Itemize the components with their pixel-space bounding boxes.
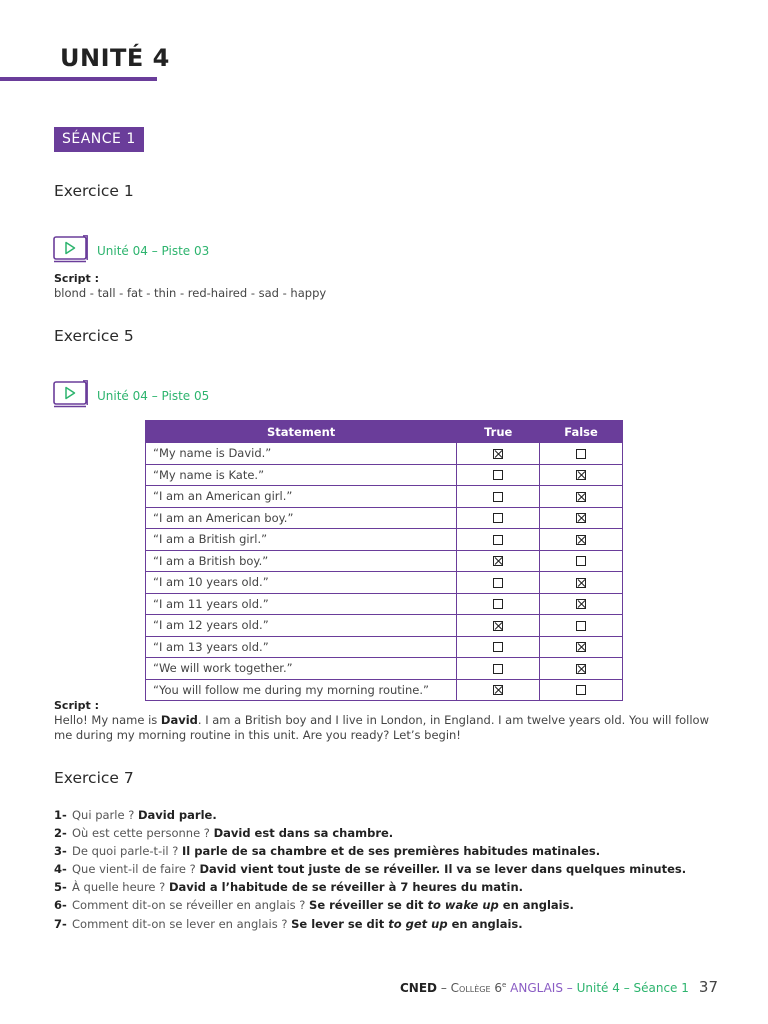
script-text: Hello! My name is David. I am a British boy and I live in London, in England. I am twelve years old. You will follow me during my morning routine in this unit. Are you ready? Let’s begin!: [54, 713, 709, 742]
table-row: [146, 615, 623, 637]
question-text: Qui parle ?: [72, 808, 138, 822]
false-cell: [540, 486, 623, 508]
empty-box-icon[interactable]: [493, 578, 503, 588]
list-item: [54, 896, 686, 914]
item-number: 6-: [54, 898, 67, 913]
empty-box-icon[interactable]: [576, 449, 586, 459]
table-row: [146, 550, 623, 572]
true-cell: [457, 507, 540, 529]
false-cell: [540, 679, 623, 701]
statement-cell: “I am a British boy.”: [146, 550, 457, 572]
false-cell: [540, 593, 623, 615]
answer-text: Se lever se dit to get up en anglais.: [291, 916, 523, 931]
true-cell: [457, 486, 540, 508]
checked-box-icon[interactable]: [576, 513, 586, 523]
audio-track-label: Unité 04 – Piste 05: [97, 389, 210, 403]
empty-box-icon[interactable]: [493, 599, 503, 609]
column-header-statement: Statement: [146, 421, 457, 443]
exercise-7-title: Exercice 7: [54, 769, 134, 787]
true-cell: [457, 443, 540, 465]
script-label: Script :: [54, 699, 99, 712]
unit-title-underline: [0, 77, 157, 81]
item-number: 2-: [54, 826, 67, 841]
script-label: Script :: [54, 272, 99, 285]
true-cell: [457, 529, 540, 551]
false-cell: [540, 464, 623, 486]
statement-cell: “I am 10 years old.”: [146, 572, 457, 594]
statement-cell: “I am 12 years old.”: [146, 615, 457, 637]
table-header-row: [146, 421, 623, 443]
table-row: [146, 679, 623, 701]
play-audio-icon[interactable]: [53, 380, 89, 408]
column-header-true: True: [457, 421, 540, 443]
list-item: [54, 878, 686, 896]
true-cell: [457, 679, 540, 701]
column-header-false: False: [540, 421, 623, 443]
false-cell: [540, 636, 623, 658]
true-cell: [457, 593, 540, 615]
list-item: [54, 860, 686, 878]
statement-cell: “We will work together.”: [146, 658, 457, 680]
true-cell: [457, 658, 540, 680]
list-item: [54, 842, 686, 860]
checked-box-icon[interactable]: [576, 664, 586, 674]
unit-title: UNITÉ 4: [60, 44, 170, 72]
answer-text: Se réveiller se dit to wake up en anglais.: [309, 898, 574, 913]
statement-cell: “I am 11 years old.”: [146, 593, 457, 615]
true-cell: [457, 550, 540, 572]
false-cell: [540, 529, 623, 551]
item-number: 4-: [54, 862, 67, 877]
question-text: Où est cette personne ?: [72, 826, 214, 841]
true-cell: [457, 636, 540, 658]
checked-box-icon[interactable]: [493, 449, 503, 459]
question-text: À quelle heure ?: [72, 880, 169, 895]
false-cell: [540, 572, 623, 594]
footer-seance: – Séance 1: [619, 981, 689, 995]
exercise-5-title: Exercice 5: [54, 327, 134, 345]
answer-text: David vient tout juste de se réveiller. Il va se lever dans quelques minutes.: [199, 862, 687, 877]
page-number: 37: [698, 978, 718, 996]
exercise-1-title: Exercice 1: [54, 182, 134, 200]
checked-box-icon[interactable]: [493, 621, 503, 631]
table-row: [146, 529, 623, 551]
empty-box-icon[interactable]: [493, 513, 503, 523]
empty-box-icon[interactable]: [493, 642, 503, 652]
footer-unit: Unité 4: [576, 981, 620, 995]
footer-publisher: CNED: [400, 981, 438, 995]
table-row: [146, 572, 623, 594]
question-text: Comment dit-on se lever en anglais ?: [72, 916, 292, 931]
seance-badge: SÉANCE 1: [54, 127, 144, 152]
audio-track-label: Unité 04 – Piste 03: [97, 244, 210, 258]
checked-box-icon[interactable]: [576, 578, 586, 588]
empty-box-icon[interactable]: [576, 685, 586, 695]
table-row: [146, 464, 623, 486]
table-row: [146, 486, 623, 508]
list-item: [54, 915, 686, 933]
table-row: [146, 443, 623, 465]
empty-box-icon[interactable]: [576, 556, 586, 566]
false-cell: [540, 507, 623, 529]
checked-box-icon[interactable]: [493, 556, 503, 566]
footer-subject: ANGLAIS –: [510, 981, 577, 995]
statement-cell: “You will follow me during my morning routine.”: [146, 679, 457, 701]
list-item: [54, 806, 686, 824]
play-audio-icon[interactable]: [53, 235, 89, 263]
footer-level: Collège 6: [450, 981, 503, 995]
exercise-5-audio[interactable]: [53, 380, 209, 408]
item-number: 5-: [54, 880, 67, 895]
checked-box-icon[interactable]: [576, 535, 586, 545]
checked-box-icon[interactable]: [576, 470, 586, 480]
checked-box-icon[interactable]: [493, 685, 503, 695]
empty-box-icon[interactable]: [493, 492, 503, 502]
answer-text: David parle.: [137, 808, 217, 822]
statement-cell: “I am a British girl.”: [146, 529, 457, 551]
false-cell: [540, 615, 623, 637]
true-cell: [457, 615, 540, 637]
question-text: Que vient-il de faire ?: [72, 862, 200, 877]
table-row: [146, 636, 623, 658]
statement-cell: “My name is Kate.”: [146, 464, 457, 486]
empty-box-icon[interactable]: [576, 621, 586, 631]
true-cell: [457, 572, 540, 594]
answer-text: Il parle de sa chambre et de ses premières habitudes matinales.: [182, 844, 601, 859]
script-text: blond - tall - fat - thin - red-haired - sad - happy: [54, 286, 327, 300]
answer-text: David a l’habitude de se réveiller à 7 heures du matin.: [168, 880, 524, 895]
empty-box-icon[interactable]: [493, 535, 503, 545]
false-cell: [540, 550, 623, 572]
empty-box-icon[interactable]: [493, 664, 503, 674]
empty-box-icon[interactable]: [493, 470, 503, 480]
item-number: 1-: [54, 808, 67, 822]
question-answer-list: [54, 806, 686, 933]
table-row: [146, 593, 623, 615]
true-cell: [457, 464, 540, 486]
exercise-1-audio[interactable]: [53, 235, 209, 263]
page-footer: CNED – Collège 6e ANGLAIS – Unité 4 – Séance 1 37: [400, 978, 718, 996]
item-number: 7-: [54, 916, 67, 931]
statement-cell: “My name is David.”: [146, 443, 457, 465]
checked-box-icon[interactable]: [576, 599, 586, 609]
table-row: [146, 658, 623, 680]
true-false-table: [145, 420, 623, 701]
list-item: [54, 824, 686, 842]
item-number: 3-: [54, 844, 67, 859]
checked-box-icon[interactable]: [576, 492, 586, 502]
false-cell: [540, 658, 623, 680]
question-text: Comment dit-on se réveiller en anglais ?: [72, 898, 310, 913]
answer-text: David est dans sa chambre.: [213, 826, 394, 841]
statement-cell: “I am an American girl.”: [146, 486, 457, 508]
question-text: De quoi parle-t-il ?: [72, 844, 183, 859]
statement-cell: “I am an American boy.”: [146, 507, 457, 529]
false-cell: [540, 443, 623, 465]
checked-box-icon[interactable]: [576, 642, 586, 652]
table-row: [146, 507, 623, 529]
statement-cell: “I am 13 years old.”: [146, 636, 457, 658]
